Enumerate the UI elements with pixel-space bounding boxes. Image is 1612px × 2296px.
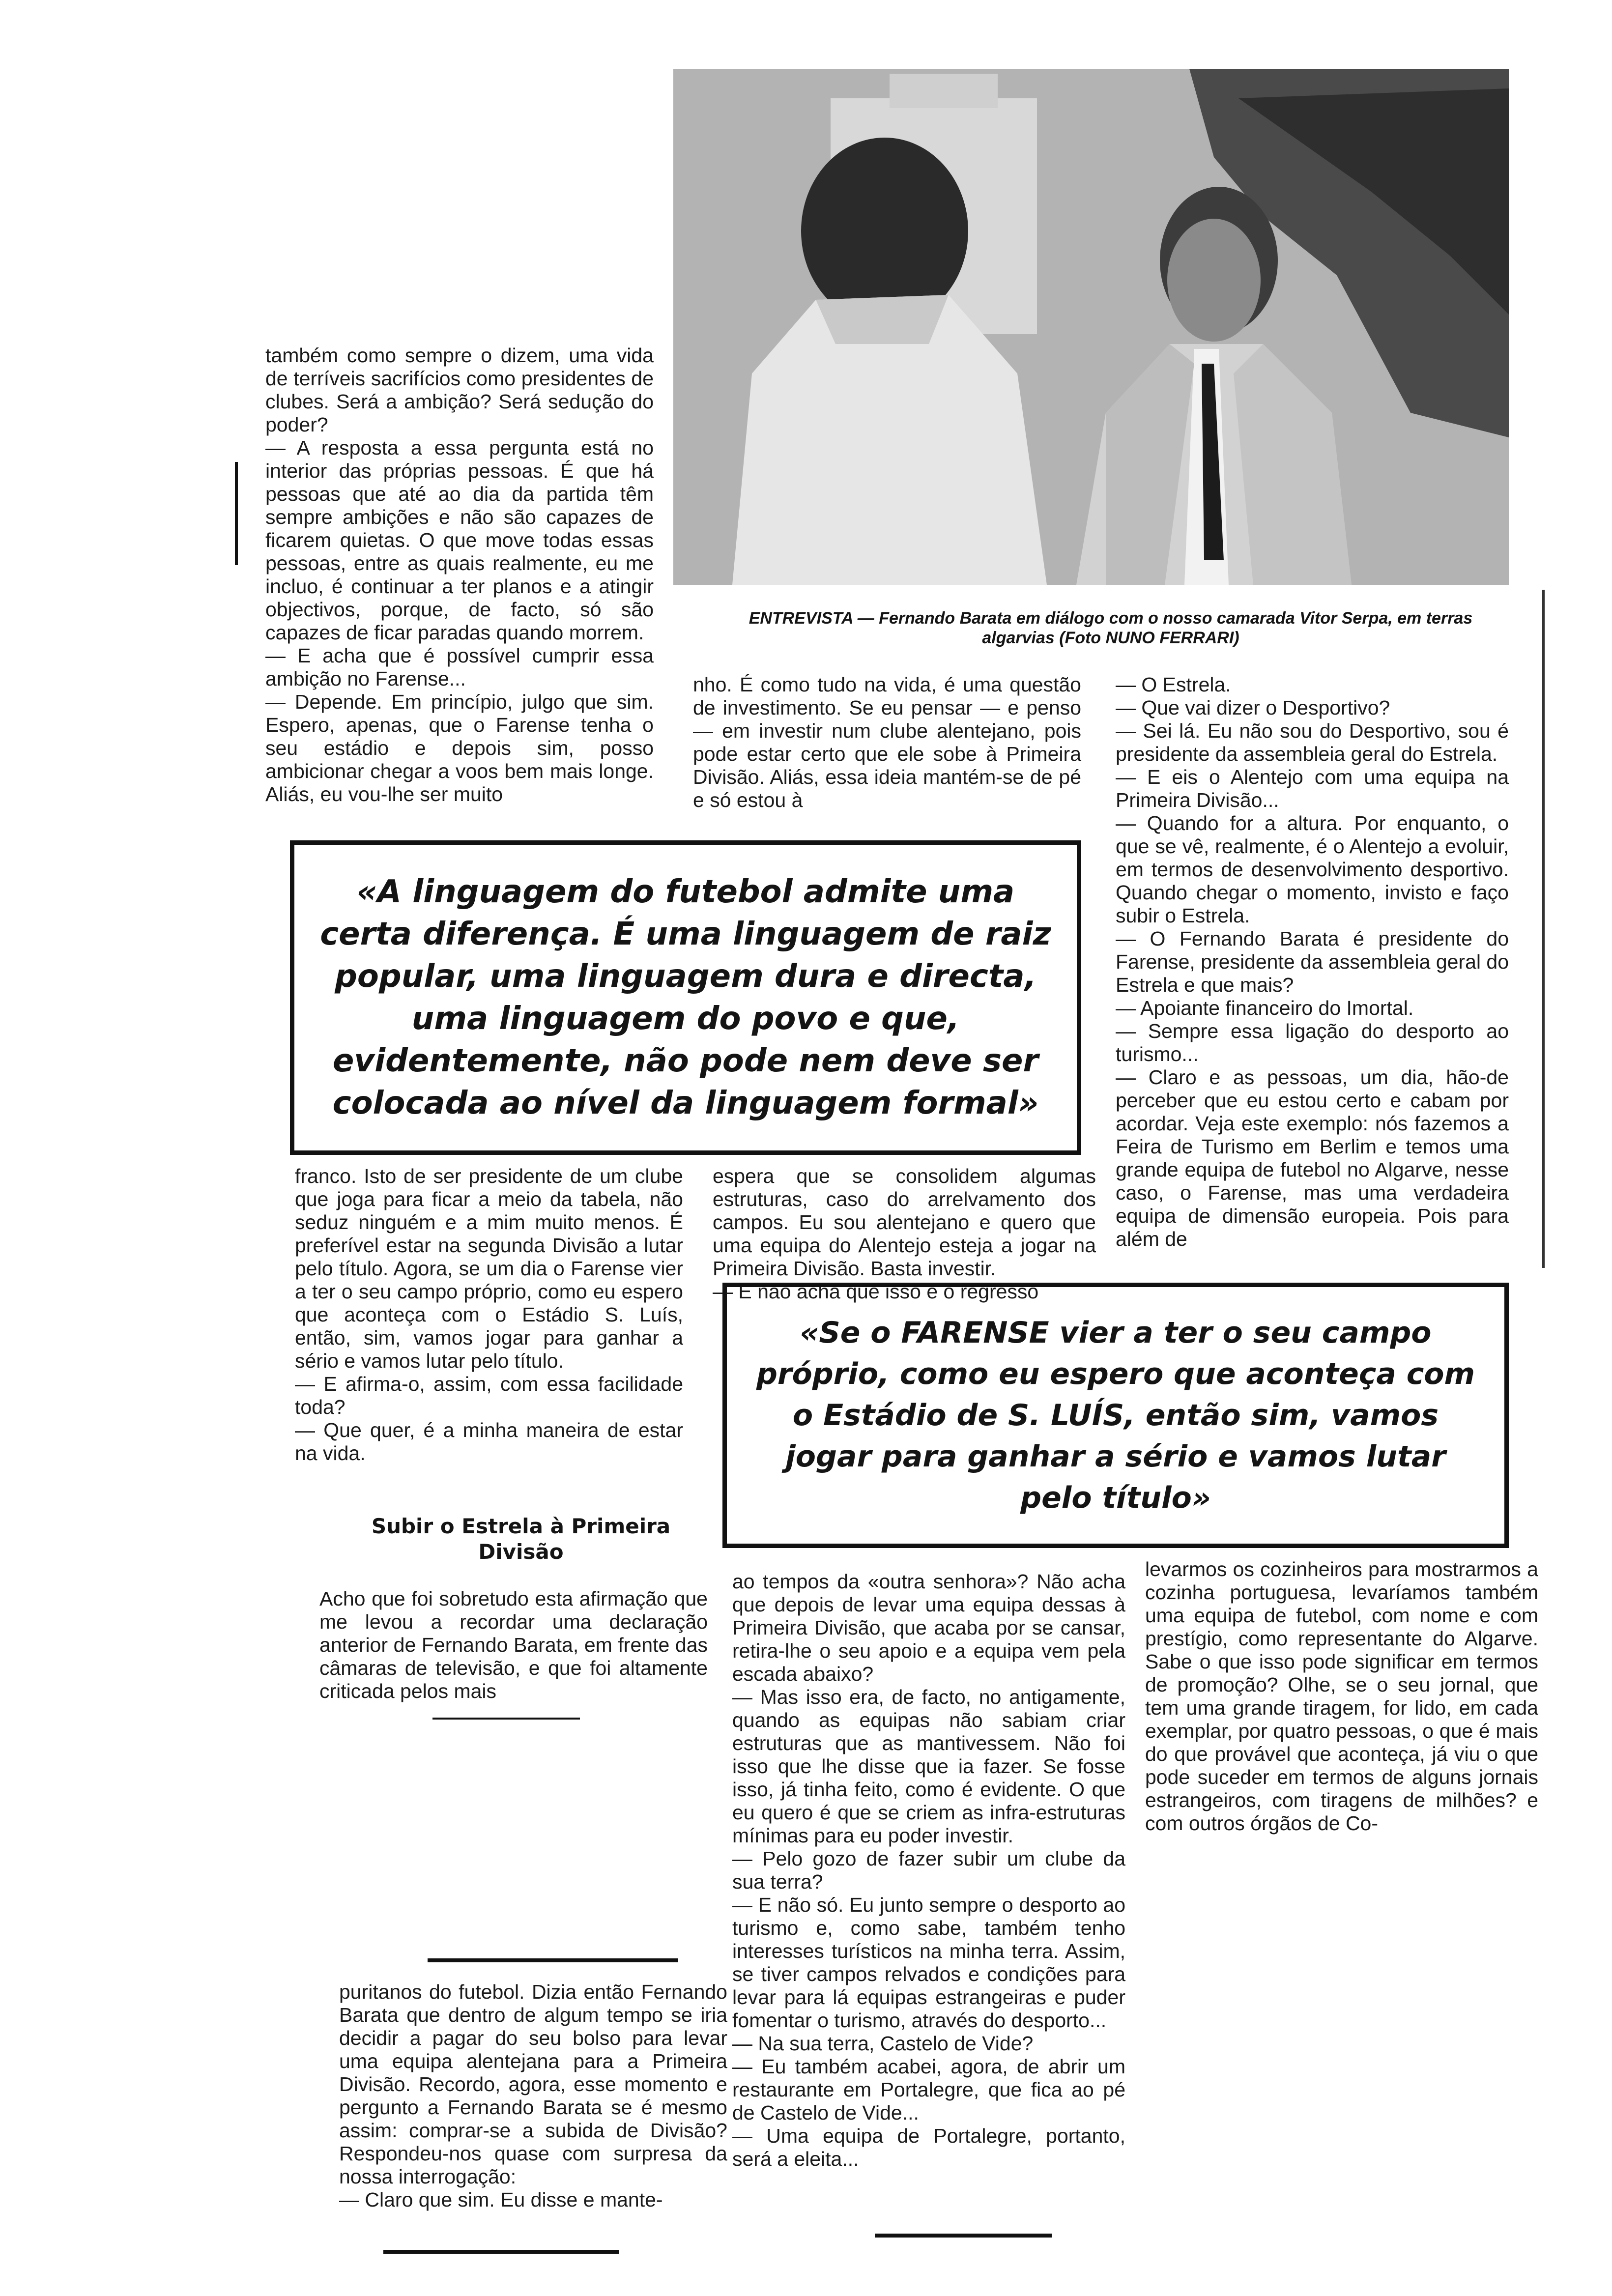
column-middle-bottom [732, 1570, 1125, 2171]
paragraph: franco. Isto de ser presidente de um clube que joga para ficar a meio da tabela, não seduz ninguém e a mim muito menos. É preferível estar na segunda Divisão a lutar pelo título. Agora, se um dia o Farense vier a ter o seu campo próprio, como eu espero que aconteça com o Estádio S. Luís, então, sim, vamos jogar para ganhar a sério e vamos lutar pelo título. [295, 1165, 683, 1372]
paragraph: — Claro e as pessoas, um dia, hão-de perceber que eu estou certo e cabam por acordar. Veja este exemplo: nós fazemos a Feira de Turismo em Berlim e temos uma grande equipa de futebol no Algarve, nesse caso, o Farense, mas uma verdadeira equipa de dimensão europeia. Pois para além de [1116, 1066, 1509, 1250]
column-left-top [265, 344, 654, 806]
photo-drawing [673, 69, 1509, 585]
column-left-subhead [319, 1587, 708, 1703]
paragraph: — Quando for a altura. Por enquanto, o que se vê, realmente, é o Alentejo a evoluir, em termos de desenvolvimento desportivo. Quando chegar o momento, invisto e faço subir o Estrela. [1116, 812, 1509, 927]
divider [432, 1718, 580, 1720]
paragraph: — Apoiante financeiro do Imortal. [1116, 997, 1414, 1019]
paragraph: — E não acha que isso é o regresso [713, 1280, 1039, 1303]
interview-photo [673, 69, 1509, 585]
paragraph: — E não só. Eu junto sempre o desporto ao turismo e, como sabe, também tenho interesses turísticos na minha terra. Assim, se tiver campos relvados e condições para levar para lá equipas estrangeiras e puder fomentar o turismo, através do desporto... [732, 1894, 1125, 2032]
paragraph: — E afirma-o, assim, com essa facilidade toda? [295, 1373, 683, 1418]
divider [875, 2234, 1052, 2238]
pull-quote-text: «Se o FARENSE vier a ter o seu campo próprio, como eu espero que aconteça com o Estádio de S. LUÍS, então sim, vamos jogar para ganhar a sério e vamos lutar pelo título» [756, 1316, 1475, 1515]
column-left-middle [295, 1165, 683, 1465]
divider [383, 2250, 619, 2254]
column-left-bottom [339, 1980, 727, 2211]
paragraph: — E acha que é possível cumprir essa ambição no Farense... [265, 644, 654, 690]
paragraph: — O Estrela. [1116, 673, 1231, 696]
column-middle-top [693, 673, 1081, 812]
paragraph: puritanos do futebol. Dizia então Fernando Barata que dentro de algum tempo se iria decidir a pagar do seu bolso para levar uma equipa alentejana para a Primeira Divisão. Recordo, agora, esse momento e pergunto a Fernando Barata se é mesmo assim: comprar-se a subida de Divisão? Respondeu-nos quase com surpresa da nossa interrogação: [339, 1980, 727, 2188]
pull-quote-text: «A linguagem do futebol admite uma certa diferença. É uma linguagem de raiz popular, uma linguagem dura e directa, uma linguagem do povo e que, evidentemente, não pode nem deve ser colocada ao nível da linguagem formal» [320, 874, 1051, 1121]
photo-caption [722, 608, 1499, 648]
paragraph: levarmos os cozinheiros para mostrarmos a cozinha portuguesa, levaríamos também uma equipa de futebol, com nome e com prestígio, como representante do Algarve. Sabe o que isso pode significar em termos de promoção? Olhe, se o seu jornal, que tem uma grande tiragem, for lido, em cada exemplar, por quatro pessoas, o que é mais do que provável que aconteça, já viu o que pode suceder em termos de alguns jornais estrangeiros, com tiragens de milhões? e com outros órgãos de Co- [1145, 1558, 1538, 1835]
paragraph: — Uma equipa de Portalegre, portanto, será a eleita... [732, 2124, 1125, 2170]
paragraph: — A resposta a essa pergunta está no interior das próprias pessoas. É que há pessoas que até ao dia da partida têm sempre ambições e não são capazes de ficarem quietas. O que move todas essas pessoas, entre as quais realmente, eu me incluo, é continuar a ter planos e a atingir objectivos, porque, de facto, só são capazes de ficar paradas quando morrem. [265, 436, 654, 644]
pull-quote-box [290, 840, 1081, 1155]
paragraph: — E eis o Alentejo com uma equipa na Primeira Divisão... [1116, 766, 1509, 811]
paragraph: — Sempre essa ligação do desporto ao turismo... [1116, 1020, 1509, 1065]
margin-mark [1542, 590, 1545, 1268]
paragraph: — Eu também acabei, agora, de abrir um restaurante em Portalegre, que fica ao pé de Castelo de Vide... [732, 2055, 1125, 2124]
paragraph: Acho que foi sobretudo esta afirmação que me levou a recordar uma declaração anterior de Fernando Barata, em frente das câmaras de televisão, e que foi altamente criticada pelos mais [319, 1587, 708, 1702]
caption-text: Fernando Barata em diálogo com o nosso camarada Vitor Serpa, em terras algarvias (Foto NUNO FERRARI) [879, 609, 1473, 647]
paragraph: — Na sua terra, Castelo de Vide? [732, 2032, 1034, 2055]
paragraph: — Que vai dizer o Desportivo? [1116, 696, 1390, 719]
paragraph: ao tempos da «outra senhora»? Não acha que depois de levar uma equipa dessas à Primeira Divisão, que acaba por se cansar, retira-lhe o seu apoio e a equipa vem pela escada abaixo? [732, 1570, 1125, 1685]
paragraph: — Sei lá. Eu não sou do Desportivo, sou é presidente da assembleia geral do Estrela. [1116, 719, 1509, 765]
paragraph: espera que se consolidem algumas estruturas, caso do arrelvamento dos campos. Eu sou alentejano e quero que uma equipa do Alentejo esteja a jogar na Primeira Divisão. Basta investir. [713, 1165, 1096, 1280]
paragraph: — Depende. Em princípio, julgo que sim. Espero, apenas, que o Farense tenha o seu estádio e depois sim, posso ambicionar chegar a voos bem mais longe. Aliás, eu vou-lhe ser muito [265, 690, 654, 805]
pull-quote-box [722, 1283, 1509, 1548]
paragraph: — Mas isso era, de facto, no antigamente, quando as equipas não sabiam criar estruturas que as mantivessem. Não foi isso que lhe disse que ia fazer. Se fosse isso, já tinha feito, como é evidente. O que eu quero é que se criem as infra-estruturas mínimas para eu poder investir. [732, 1686, 1125, 1847]
paragraph: — Claro que sim. Eu disse e mante- [339, 2188, 663, 2211]
paragraph: — Pelo gozo de fazer subir um clube da sua terra? [732, 1847, 1125, 1893]
column-right-bottom [1145, 1558, 1538, 1835]
paragraph: nho. É como tudo na vida, é uma questão de investimento. Se eu pensar — e penso — em investir num clube alentejano, pois pode estar certo que ele sobe à Primeira Divisão. Aliás, essa ideia mantém-se de pé e só estou à [693, 673, 1081, 811]
section-subhead: Subir o Estrela à Primeira Divisão [371, 1514, 671, 1564]
paragraph: também como sempre o dizem, uma vida de terríveis sacrifícios como presidentes de clubes. Será a ambição? Será sedução do poder? [265, 344, 654, 436]
paragraph: — Que quer, é a minha maneira de estar na vida. [295, 1419, 683, 1464]
paragraph: — O Fernando Barata é presidente do Farense, presidente da assembleia geral do Estrela e que mais? [1116, 927, 1509, 996]
margin-mark [235, 462, 238, 565]
column-right-top [1116, 673, 1509, 1251]
divider [428, 1958, 678, 1962]
caption-lead: ENTREVISTA — [748, 609, 874, 628]
